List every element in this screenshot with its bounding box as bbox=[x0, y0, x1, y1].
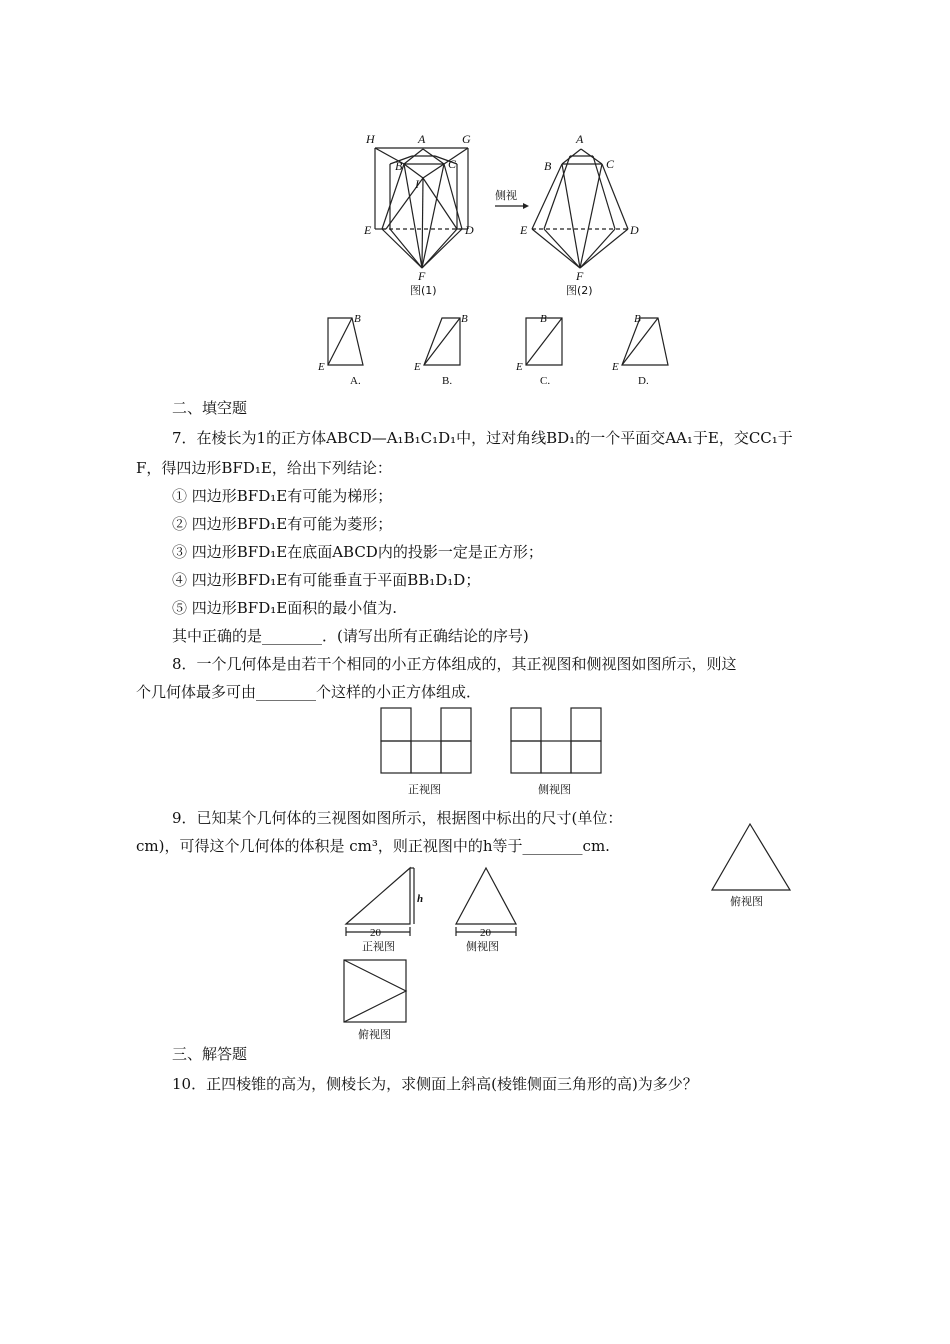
fig1-label-A: A bbox=[418, 132, 426, 146]
option-b-b: B bbox=[461, 313, 468, 325]
q7-line-2: F，得四边形BFD₁E，给出下列结论： bbox=[136, 459, 392, 477]
option-b-e: E bbox=[414, 361, 421, 373]
fig1-label-H: H bbox=[366, 132, 375, 146]
q7-line-1: 7．在棱长为1的正方体ABCD—A₁B₁C₁D₁中，过对角线BD₁的一个平面交AA₁于E，交CC₁于 bbox=[172, 429, 793, 447]
q9-front-view bbox=[344, 864, 434, 954]
fig2-label-A: A bbox=[576, 132, 584, 146]
fig1-label-B: B bbox=[395, 159, 403, 173]
option-a-figure bbox=[312, 310, 372, 390]
fig2-label-C: C bbox=[606, 157, 615, 171]
q9-dim-side: 20 bbox=[480, 927, 491, 939]
fig2-caption: 图(2) bbox=[566, 284, 593, 297]
option-a-e: E bbox=[318, 361, 325, 373]
fig1-label-I: I bbox=[415, 177, 419, 191]
fig1-label-G: G bbox=[462, 132, 471, 146]
q7-item-2: ② 四边形BFD₁E有可能为菱形； bbox=[172, 515, 393, 533]
figure-1 bbox=[360, 128, 480, 298]
q8-front-caption: 正视图 bbox=[408, 783, 441, 796]
option-c-b: B bbox=[540, 313, 547, 325]
q7-item-4: ④ 四边形BFD₁E有可能垂直于平面BB₁D₁D； bbox=[172, 571, 481, 589]
option-d-label: D. bbox=[638, 375, 649, 387]
fig2-label-E: E bbox=[520, 223, 528, 237]
q8-line-2: 个几何体最多可由________个这样的小正方体组成． bbox=[136, 683, 482, 701]
section-3-heading: 三、解答题 bbox=[172, 1045, 248, 1063]
option-b-label: B. bbox=[442, 375, 453, 387]
q8-side-caption: 侧视图 bbox=[538, 783, 571, 796]
q9-top-view bbox=[342, 958, 412, 1042]
figure-2 bbox=[518, 128, 638, 298]
option-c-label: C. bbox=[540, 375, 551, 387]
q9-side-view bbox=[452, 864, 532, 954]
option-a-b: B bbox=[354, 313, 361, 325]
q9-top-view-right bbox=[708, 822, 796, 912]
q9-side-caption: 侧视图 bbox=[466, 940, 499, 953]
q9-dim-front: 20 bbox=[370, 927, 381, 939]
section-2-heading: 二、填空题 bbox=[172, 399, 248, 417]
q9-line-2: cm)，可得这个几何体的体积是 cm³，则正视图中的h等于________cm. bbox=[136, 837, 610, 855]
q7-answer: 其中正确的是________．(请写出所有正确结论的序号) bbox=[172, 627, 529, 645]
q8-line-1: 8．一个几何体是由若干个相同的小正方体组成的，其正视图和侧视图如图所示，则这 bbox=[172, 655, 737, 673]
q7-item-3: ③ 四边形BFD₁E在底面ABCD内的投影一定是正方形； bbox=[172, 543, 543, 561]
fig1-label-D: D bbox=[465, 223, 474, 237]
fig1-label-C: C bbox=[448, 157, 457, 171]
side-view-label: 侧视 bbox=[495, 189, 517, 202]
q8-front-view bbox=[380, 706, 475, 798]
option-c-figure bbox=[510, 310, 570, 390]
q7-item-1: ① 四边形BFD₁E有可能为梯形； bbox=[172, 487, 393, 505]
q7-item-5: ⑤ 四边形BFD₁E面积的最小值为. bbox=[172, 599, 397, 617]
q9-top-caption: 俯视图 bbox=[358, 1028, 391, 1041]
fig2-label-F: F bbox=[576, 269, 584, 283]
option-c-e: E bbox=[516, 361, 523, 373]
option-d-b: B bbox=[634, 313, 641, 325]
option-a-label: A. bbox=[350, 375, 361, 387]
q8-side-view bbox=[510, 706, 605, 798]
q9-line-1: 9．已知某个几何体的三视图如图所示，根据图中标出的尺寸(单位： bbox=[172, 809, 623, 827]
q9-front-caption: 正视图 bbox=[362, 940, 395, 953]
option-d-figure bbox=[606, 310, 666, 390]
fig1-label-E: E bbox=[364, 223, 372, 237]
option-b-figure bbox=[408, 310, 468, 390]
fig1-caption: 图(1) bbox=[410, 284, 437, 297]
q9-h-label: h bbox=[417, 893, 424, 905]
q10-text: 10．正四棱锥的高为，侧棱长为，求侧面上斜高(棱锥侧面三角形的高)为多少？ bbox=[172, 1075, 698, 1093]
fig2-label-B: B bbox=[544, 159, 552, 173]
q9-top-caption-right: 俯视图 bbox=[730, 895, 763, 908]
option-d-e: E bbox=[612, 361, 619, 373]
fig1-label-F: F bbox=[418, 269, 426, 283]
fig2-label-D: D bbox=[630, 223, 639, 237]
